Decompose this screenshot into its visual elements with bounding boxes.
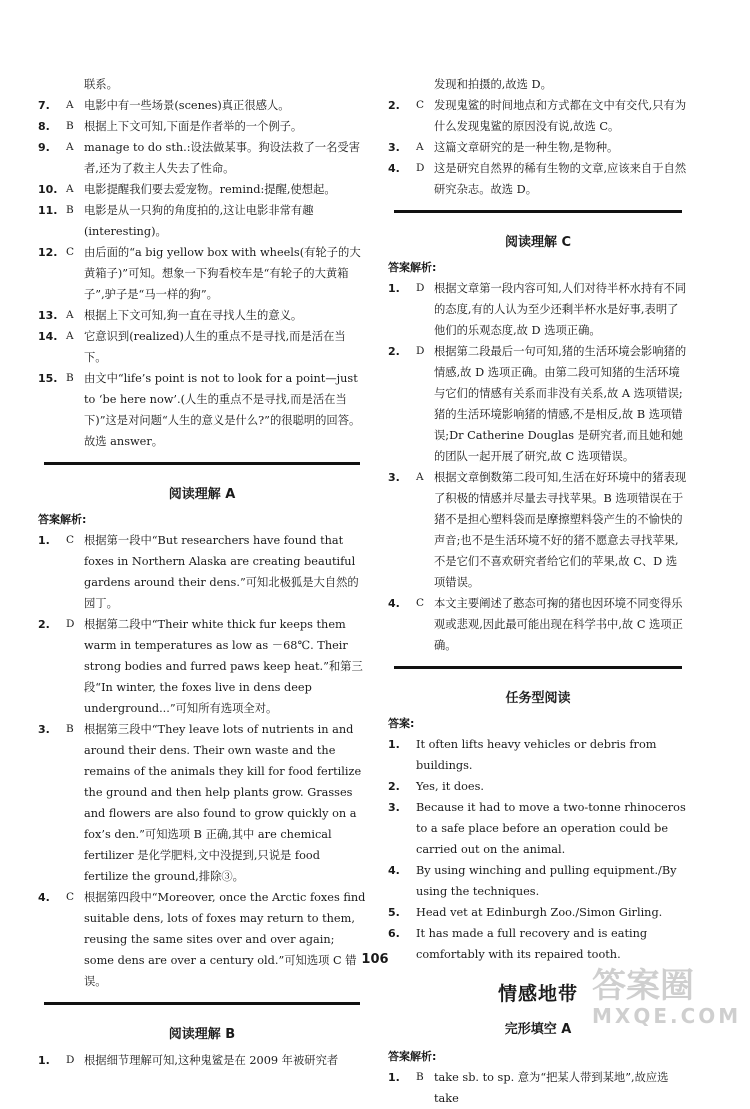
item-number: 13. bbox=[38, 309, 58, 322]
left-column bbox=[38, 74, 366, 1071]
answer-label: 答案解析: bbox=[388, 1050, 437, 1063]
list-item bbox=[388, 797, 688, 860]
item-answer: B bbox=[66, 204, 74, 216]
list-item bbox=[38, 116, 366, 137]
section-title-cloze-a: 完形填空 A bbox=[504, 1022, 572, 1037]
item-text: It has made a full recovery and is eating comfortably with its repaired tooth. bbox=[416, 927, 648, 961]
page-number: 106 bbox=[361, 952, 389, 967]
item-answer: D bbox=[66, 618, 75, 630]
item-number: 2. bbox=[388, 345, 400, 358]
list-item bbox=[388, 278, 688, 341]
item-text: 根据上下文可知,下面是作者举的一个例子。 bbox=[84, 120, 303, 133]
right-intro: 发现和拍摄的,故选 D。 bbox=[434, 78, 552, 91]
list-item bbox=[38, 614, 366, 719]
item-number: 1. bbox=[38, 1054, 50, 1067]
left-answer-list bbox=[38, 95, 366, 452]
item-text: 根据第一段中“But researchers have found that foxes in Northern Alaska are creating beautiful gardens around their dens.”可知北极狐是大自然的园丁。 bbox=[84, 534, 359, 610]
list-item bbox=[38, 326, 366, 368]
list-item bbox=[38, 1050, 366, 1071]
chapter-title: 情感地带 bbox=[497, 983, 578, 1005]
list-item bbox=[388, 776, 688, 797]
item-answer: A bbox=[66, 330, 74, 342]
item-number: 2. bbox=[38, 618, 50, 631]
item-text: 根据文章第一段内容可知,人们对待半杯水持有不同的态度,有的人认为至少还剩半杯水是好事,表明了他们的乐观态度,故 D 选项正确。 bbox=[434, 282, 687, 337]
item-answer: B bbox=[66, 120, 74, 132]
section-title-reading-a: 阅读理解 A bbox=[168, 487, 236, 502]
item-answer: A bbox=[416, 141, 424, 153]
list-item bbox=[388, 902, 688, 923]
item-number: 6. bbox=[388, 927, 400, 940]
answer-label: 答案解析: bbox=[388, 261, 437, 274]
item-number: 1. bbox=[388, 738, 400, 751]
item-answer: A bbox=[66, 99, 74, 111]
section-divider bbox=[44, 1002, 360, 1005]
item-number: 3. bbox=[38, 723, 50, 736]
item-number: 2. bbox=[388, 99, 400, 112]
list-item bbox=[38, 242, 366, 305]
item-number: 3. bbox=[388, 141, 400, 154]
item-text: 电影提醒我们要去爱宠物。remind:提醒,使想起。 bbox=[84, 183, 336, 196]
list-item bbox=[38, 719, 366, 887]
item-number: 2. bbox=[388, 780, 400, 793]
item-answer: A bbox=[66, 141, 74, 153]
item-answer: A bbox=[66, 183, 74, 195]
item-number: 3. bbox=[388, 471, 400, 484]
item-number: 15. bbox=[38, 372, 58, 385]
item-text: Yes, it does. bbox=[416, 780, 484, 793]
cloze-answers bbox=[388, 1067, 688, 1109]
item-text: 根据第三段中“They leave lots of nutrients in and around their dens. Their own waste and the remains of the animals they kill for food fertilize the ground and then help plants grow. Grasses and flowers are also found to grow quickly on a fox’s den.”可知选项 B 正确,其中 are chemical fertilizer 是化学肥料,文中没提到,只说是 food fertilize the ground,排除③。 bbox=[84, 723, 362, 883]
section-divider bbox=[394, 666, 682, 669]
item-text: 由文中“life’s point is not to look for a point—just to ‘be here now’.(人生的重点不是寻找,而是活在当下)”这是对问题“人生的意义是什么?”的很聪明的回答。故选 answer。 bbox=[84, 372, 361, 448]
list-item bbox=[38, 887, 366, 992]
item-answer: D bbox=[416, 162, 425, 174]
section-title-reading-c: 阅读理解 C bbox=[504, 235, 572, 250]
item-number: 11. bbox=[38, 204, 58, 217]
item-number: 3. bbox=[388, 801, 400, 814]
item-answer: D bbox=[416, 282, 425, 294]
item-number: 14. bbox=[38, 330, 58, 343]
list-item bbox=[38, 95, 366, 116]
item-number: 4. bbox=[38, 891, 50, 904]
list-item bbox=[38, 530, 366, 614]
item-text: 根据第二段中“Their white thick fur keeps them warm in temperatures as low as －68℃. Their strong bodies and furred paws keep heat.”和第三段“In winter, the foxes live in dens deep underground...”可知所有选项全对。 bbox=[84, 618, 363, 715]
watermark-main: 答案圈 bbox=[592, 966, 694, 1006]
reading-c-answers bbox=[388, 278, 688, 656]
item-answer: C bbox=[66, 246, 75, 258]
list-item bbox=[388, 158, 688, 200]
item-number: 4. bbox=[388, 597, 400, 610]
list-item bbox=[38, 368, 366, 452]
item-number: 1. bbox=[388, 1071, 400, 1084]
item-answer: C bbox=[66, 534, 75, 546]
item-answer: C bbox=[416, 99, 425, 111]
item-answer: A bbox=[416, 471, 424, 483]
item-number: 9. bbox=[38, 141, 50, 154]
section-title-task-reading: 任务型阅读 bbox=[505, 691, 571, 706]
item-answer: D bbox=[66, 1054, 75, 1066]
list-item bbox=[38, 137, 366, 179]
list-item bbox=[388, 734, 688, 776]
answer-label: 答案: bbox=[388, 717, 415, 730]
item-text: 这篇文章研究的是一种生物,是物种。 bbox=[434, 141, 619, 154]
item-answer: B bbox=[66, 372, 74, 384]
item-answer: C bbox=[416, 597, 425, 609]
list-item bbox=[38, 179, 366, 200]
item-text: 根据文章倒数第二段可知,生活在好环境中的猪表现了积极的情感并尽量去寻找苹果。B 选项错误在于猪不是担心塑料袋而是摩擦塑料袋产生的不愉快的声音;也不是生活环境不好的猪不愿意去寻找苹果,不是它们不喜欢研究者给它们的苹果,故 C、D 选项错误。 bbox=[434, 471, 687, 589]
list-item bbox=[388, 95, 688, 137]
list-item bbox=[388, 341, 688, 467]
item-text: 电影中有一些场景(scenes)真正很感人。 bbox=[84, 99, 290, 112]
item-text: Head vet at Edinburgh Zoo./Simon Girling. bbox=[416, 906, 663, 919]
list-item bbox=[388, 467, 688, 593]
item-number: 7. bbox=[38, 99, 50, 112]
item-text: take sb. to sp. 意为“把某人带到某地”,故应选 take bbox=[434, 1071, 669, 1105]
watermark-sub: MXQE.COM bbox=[592, 1004, 742, 1028]
item-text: 发现鬼鲨的时间地点和方式都在文中有交代,只有为什么发现鬼鲨的原因没有说,故选 C。 bbox=[434, 99, 687, 133]
list-item bbox=[388, 1067, 688, 1109]
item-answer: C bbox=[66, 891, 75, 903]
list-item bbox=[38, 305, 366, 326]
section-divider bbox=[394, 210, 682, 213]
item-answer: B bbox=[66, 723, 74, 735]
item-text: Because it had to move a two-tonne rhinoceros to a safe place before an operation could be carried out on the animal. bbox=[416, 801, 686, 856]
item-text: manage to do sth.:设法做某事。狗设法救了一名受害者,还为了救主人失去了性命。 bbox=[84, 141, 360, 175]
item-answer: B bbox=[416, 1071, 424, 1083]
section-title-reading-b: 阅读理解 B bbox=[168, 1027, 236, 1042]
item-answer: A bbox=[66, 309, 74, 321]
item-text: 电影是从一只狗的角度拍的,这让电影非常有趣(interesting)。 bbox=[84, 204, 314, 238]
list-item bbox=[388, 593, 688, 656]
item-answer: D bbox=[416, 345, 425, 357]
item-text: 根据第二段最后一句可知,猪的生活环境会影响猪的情感,故 D 选项正确。由第二段可知猪的生活环境与它们的情感有关系而非没有关系,故 A 选项错误;猪的生活环境影响猪的情感,不是相反,故 B 选项错误;Dr Catherine Douglas 是研究者,而且她和她的团队一起开展了研究,故 C 选项错误。 bbox=[434, 345, 687, 463]
item-text: 这是研究自然界的稀有生物的文章,应该来自于自然研究杂志。故选 D。 bbox=[434, 162, 687, 196]
task-reading-answers bbox=[388, 734, 688, 965]
item-number: 10. bbox=[38, 183, 58, 196]
answer-label: 答案解析: bbox=[38, 513, 87, 526]
item-number: 1. bbox=[388, 282, 400, 295]
item-number: 8. bbox=[38, 120, 50, 133]
item-text: It often lifts heavy vehicles or debris from buildings. bbox=[416, 738, 657, 772]
item-text: 本文主要阐述了憨态可掬的猪也因环境不同变得乐观或悲观,因此最可能出现在科学书中,故 C 选项正确。 bbox=[434, 597, 683, 652]
list-item bbox=[388, 137, 688, 158]
item-text: 它意识到(realized)人生的重点不是寻找,而是活在当下。 bbox=[84, 330, 346, 364]
reading-b-answers-continued bbox=[388, 95, 688, 200]
list-item bbox=[388, 860, 688, 902]
item-number: 1. bbox=[38, 534, 50, 547]
reading-b-answers bbox=[38, 1050, 366, 1071]
item-text: 根据细节理解可知,这种鬼鲨是在 2009 年被研究者 bbox=[84, 1054, 339, 1067]
item-text: 根据第四段中“Moreover, once the Arctic foxes find suitable dens, lots of foxes may return to them, reusing the same sites over and over again; some dens are over a century old.”可知选项 C 错误。 bbox=[84, 891, 366, 988]
item-number: 4. bbox=[388, 864, 400, 877]
left-intro: 联系。 bbox=[84, 78, 118, 91]
item-number: 12. bbox=[38, 246, 58, 259]
section-divider bbox=[44, 462, 360, 465]
list-item bbox=[38, 200, 366, 242]
item-number: 5. bbox=[388, 906, 400, 919]
item-text: 根据上下文可知,狗一直在寻找人生的意义。 bbox=[84, 309, 303, 322]
reading-a-answers bbox=[38, 530, 366, 992]
item-text: 由后面的“a big yellow box with wheels(有轮子的大黄箱子)”可知。想象一下狗看校车是“有轮子的大黄箱子”,驴子是“马一样的狗”。 bbox=[84, 246, 361, 301]
item-number: 4. bbox=[388, 162, 400, 175]
watermark-logo bbox=[592, 968, 742, 1030]
item-text: By using winching and pulling equipment./By using the techniques. bbox=[416, 864, 677, 898]
